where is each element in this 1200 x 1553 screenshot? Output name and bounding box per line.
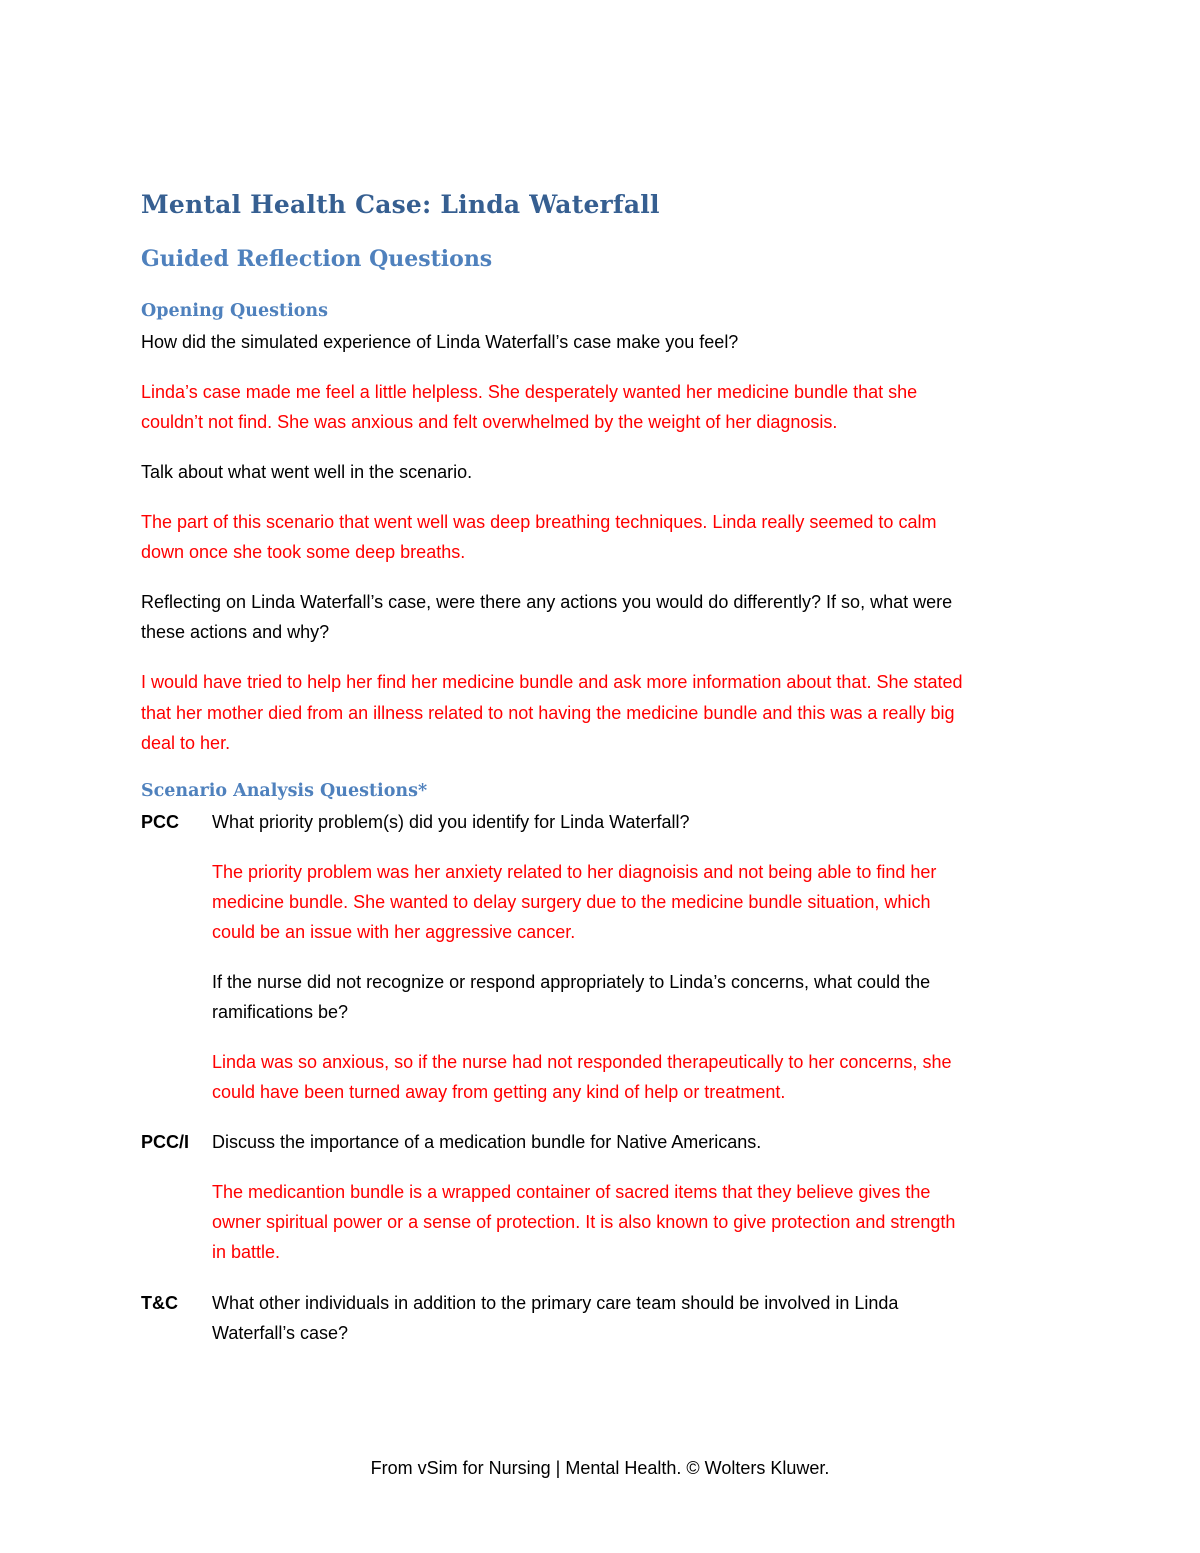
pcc-answer-1-line-1: The priority problem was her anxiety related to her diagnoisis and not being able to find her [212, 862, 937, 882]
pcc-question-2-line-2: ramifications be? [212, 1002, 349, 1022]
opening-question-1: How did the simulated experience of Linda Waterfall’s case make you feel? [141, 332, 739, 352]
opening-answer-1-line-2: couldn’t not find. She was anxious and felt overwhelmed by the weight of her diagnosis. [141, 412, 838, 432]
t-and-c-question-line-1: What other individuals in addition to the primary care team should be involved in Linda [212, 1293, 899, 1313]
pcc-question-2-line-1: If the nurse did not recognize or respond appropriately to Linda’s concerns, what could the [212, 972, 931, 992]
opening-answer-3-line-2: that her mother died from an illness related to not having the medicine bundle and this was a really big [141, 703, 955, 723]
document-title: Mental Health Case: Linda Waterfall [141, 190, 660, 219]
opening-answer-2-line-1: The part of this scenario that went well was deep breathing techniques. Linda really seemed to calm [141, 512, 937, 532]
document-subtitle: Guided Reflection Questions [141, 246, 493, 272]
pcc-i-question: Discuss the importance of a medication bundle for Native Americans. [212, 1132, 762, 1152]
pcc-question-1: What priority problem(s) did you identify for Linda Waterfall? [212, 812, 690, 832]
pcc-answer-1-line-3: could be an issue with her aggressive cancer. [212, 922, 576, 942]
opening-answer-3-line-1: I would have tried to help her find her medicine bundle and ask more information about that. She stated [141, 672, 963, 692]
t-and-c-question-line-2: Waterfall’s case? [212, 1323, 349, 1343]
opening-answer-2-line-2: down once she took some deep breaths. [141, 542, 466, 562]
pcc-i-answer-line-1: The medicantion bundle is a wrapped container of sacred items that they believe gives the [212, 1182, 931, 1202]
opening-answer-1-line-1: Linda’s case made me feel a little helpless. She desperately wanted her medicine bundle that she [141, 382, 918, 402]
pcc-answer-1-line-2: medicine bundle. She wanted to delay surgery due to the medicine bundle situation, which [212, 892, 931, 912]
opening-question-3-line-2: these actions and why? [141, 622, 330, 642]
pcc-label: PCC [141, 812, 180, 832]
pcc-i-label: PCC/I [141, 1132, 190, 1152]
opening-questions-heading: Opening Questions [141, 301, 328, 321]
opening-question-3-line-1: Reflecting on Linda Waterfall’s case, were there any actions you would do differently? If so, what were [141, 592, 953, 612]
pcc-i-answer-line-3: in battle. [212, 1242, 281, 1262]
page-footer: From vSim for Nursing | Mental Health. © Wolters Kluwer. [370, 1458, 830, 1478]
opening-question-2: Talk about what went well in the scenario. [141, 462, 473, 482]
t-and-c-label: T&C [141, 1293, 178, 1313]
opening-answer-3-line-3: deal to her. [141, 733, 231, 753]
pcc-answer-2-line-1: Linda was so anxious, so if the nurse had not responded therapeutically to her concerns, she [212, 1052, 952, 1072]
pcc-answer-2-line-2: could have been turned away from getting any kind of help or treatment. [212, 1082, 786, 1102]
pcc-i-answer-line-2: owner spiritual power or a sense of protection. It is also known to give protection and strength [212, 1212, 956, 1232]
scenario-analysis-heading: Scenario Analysis Questions* [141, 781, 428, 801]
